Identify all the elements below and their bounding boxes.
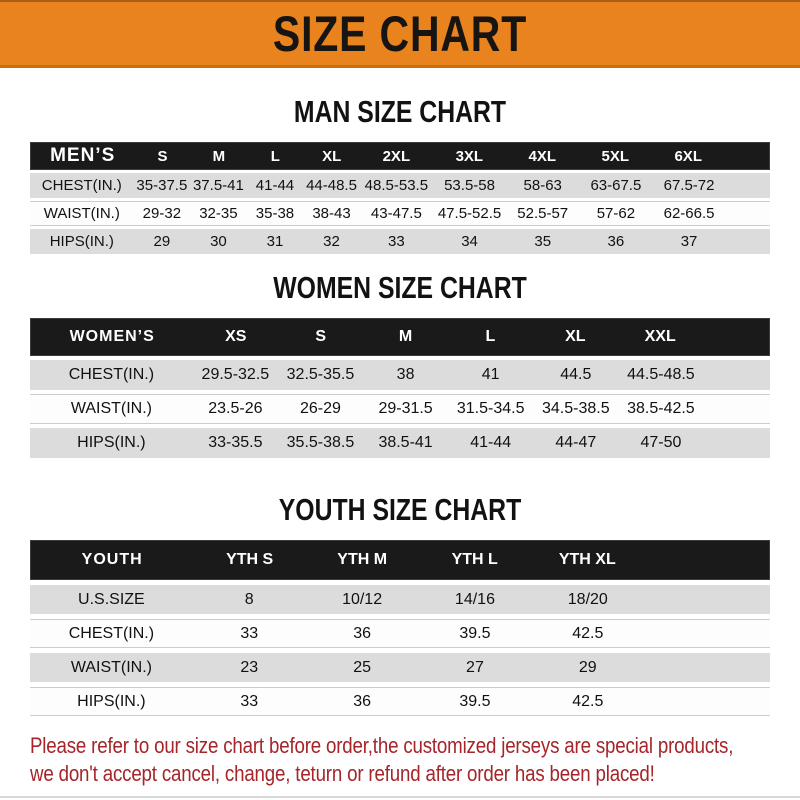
size-value-cell: 8 (244, 590, 254, 608)
size-column-header: L (485, 328, 496, 345)
size-value-cell: 27 (466, 658, 484, 676)
row-label: WAIST(IN.) (43, 205, 120, 222)
size-value-cell: 52.5-57 (517, 205, 569, 222)
size-value-cell: 25 (353, 658, 371, 676)
size-column-header: L (270, 147, 280, 165)
disclaimer-line-2: we don't accept cancel, change, teturn or refund after order has been placed! (30, 761, 655, 786)
size-value-cell: 35.5-38.5 (286, 434, 355, 451)
size-column-header: XS (225, 328, 247, 345)
size-column-header: YTH XL (558, 551, 616, 568)
row-label: U.S.SIZE (78, 590, 145, 608)
row-label: CHEST(IN.) (41, 177, 122, 194)
image-bottom-edge (0, 796, 800, 798)
table-row (30, 653, 770, 682)
size-value-cell: 10/12 (342, 590, 383, 608)
size-value-cell: 42.5 (572, 692, 604, 710)
size-column-header: YTH M (337, 551, 388, 568)
size-value-cell: 29-31.5 (378, 400, 433, 417)
youth-size-table (30, 540, 770, 716)
size-value-cell: 41 (481, 366, 500, 383)
size-value-cell: 36 (607, 233, 625, 250)
table-row (30, 619, 770, 648)
men-size-table (30, 142, 770, 254)
size-value-cell: 67.5-72 (663, 177, 715, 194)
size-value-cell: 37.5-41 (192, 177, 244, 194)
size-column-header: S (157, 147, 168, 165)
size-column-header: M (212, 147, 226, 165)
row-label: HIPS(IN.) (77, 434, 146, 451)
youth-size-chart-title: YOUTH SIZE CHART (278, 492, 522, 527)
size-value-cell: 33-35.5 (208, 434, 263, 451)
size-value-cell: 39.5 (459, 624, 491, 642)
table-row (30, 360, 770, 390)
size-value-cell: 29 (578, 658, 597, 676)
size-value-cell: 33 (240, 692, 259, 710)
size-column-header: 3XL (455, 147, 484, 165)
table-row (30, 229, 770, 254)
table-row (30, 687, 770, 716)
row-label: HIPS(IN.) (49, 233, 114, 250)
row-label: WAIST(IN.) (70, 400, 152, 417)
women-header-label: WOMEN’S (69, 328, 155, 345)
size-value-cell: 58-63 (523, 177, 562, 194)
size-value-cell: 41-44 (255, 177, 295, 194)
size-value-cell: 29 (153, 233, 171, 250)
size-value-cell: 44-47 (555, 434, 597, 451)
table-row (30, 201, 770, 226)
size-value-cell: 38-43 (312, 205, 351, 222)
size-value-cell: 14/16 (454, 590, 495, 608)
youth-table-header-row (30, 540, 770, 580)
size-value-cell: 63-67.5 (590, 177, 642, 194)
row-label: CHEST(IN.) (68, 366, 155, 383)
women-size-chart-title: WOMEN SIZE CHART (273, 270, 527, 305)
row-label: CHEST(IN.) (68, 624, 155, 642)
man-size-chart-title: MAN SIZE CHART (293, 94, 507, 129)
size-value-cell: 29-32 (142, 205, 182, 222)
size-value-cell: 30 (210, 233, 227, 250)
youth-header-label: YOUTH (81, 551, 143, 568)
size-value-cell: 29.5-32.5 (201, 366, 270, 383)
size-column-header: M (398, 328, 413, 345)
size-column-header: XL (322, 147, 342, 165)
size-column-header: XL (565, 328, 586, 345)
size-column-header: XXL (644, 328, 676, 345)
size-value-cell: 53.5-58 (444, 177, 495, 194)
size-value-cell: 48.5-53.5 (364, 177, 429, 194)
size-value-cell: 38.5-42.5 (627, 400, 695, 417)
women-size-table (30, 318, 770, 458)
size-value-cell: 34.5-38.5 (541, 400, 610, 417)
size-chart-banner (0, 0, 800, 68)
size-value-cell: 33 (388, 233, 405, 250)
disclaimer-text (30, 732, 800, 788)
size-value-cell: 35 (534, 233, 552, 250)
size-value-cell: 31 (266, 233, 284, 250)
size-value-cell: 18/20 (567, 590, 608, 608)
women-table-header-row (30, 318, 770, 356)
size-value-cell: 44.5-48.5 (627, 366, 695, 383)
size-value-cell: 44-48.5 (306, 177, 357, 194)
size-column-header: YTH L (451, 551, 498, 568)
size-value-cell: 42.5 (572, 624, 604, 642)
size-column-header: S (315, 328, 326, 345)
size-value-cell: 44.5 (560, 366, 592, 383)
size-column-header: 5XL (601, 147, 630, 165)
size-column-header: 6XL (674, 147, 702, 165)
size-value-cell: 32 (323, 233, 340, 250)
men-header-label: MEN’S (50, 145, 116, 166)
size-value-cell: 31.5-34.5 (456, 400, 525, 417)
row-label: WAIST(IN.) (70, 658, 152, 676)
row-label: HIPS(IN.) (77, 692, 146, 710)
size-value-cell: 26-29 (300, 400, 341, 417)
size-value-cell: 47-50 (640, 434, 682, 451)
size-value-cell: 34 (461, 233, 478, 250)
banner-title: SIZE CHART (272, 5, 528, 62)
size-value-cell: 35-37.5 (136, 177, 188, 194)
men-table-header-row (30, 142, 770, 170)
size-value-cell: 38 (396, 366, 415, 383)
disclaimer-line-1: Please refer to our size chart before order,the customized jerseys are special products, (30, 733, 734, 758)
size-value-cell: 23 (240, 658, 259, 676)
size-value-cell: 38.5-41 (378, 434, 433, 451)
size-value-cell: 47.5-52.5 (437, 205, 502, 222)
size-value-cell: 32.5-35.5 (286, 366, 355, 383)
size-value-cell: 43-47.5 (370, 205, 422, 222)
size-value-cell: 35-38 (255, 205, 295, 222)
size-value-cell: 32-35 (199, 205, 238, 222)
size-value-cell: 33 (240, 624, 259, 642)
size-value-cell: 36 (353, 624, 371, 642)
table-row (30, 173, 770, 198)
table-row (30, 394, 770, 424)
size-value-cell: 57-62 (596, 205, 636, 222)
size-column-header: YTH S (226, 551, 274, 568)
size-value-cell: 37 (680, 233, 698, 250)
size-column-header: 2XL (382, 147, 411, 165)
table-row (30, 428, 770, 458)
table-row (30, 585, 770, 614)
size-value-cell: 23.5-26 (208, 400, 263, 417)
size-value-cell: 41-44 (470, 434, 512, 451)
size-value-cell: 62-66.5 (663, 205, 715, 222)
size-column-header: 4XL (528, 147, 557, 165)
size-value-cell: 36 (353, 692, 371, 710)
size-value-cell: 39.5 (459, 692, 491, 710)
